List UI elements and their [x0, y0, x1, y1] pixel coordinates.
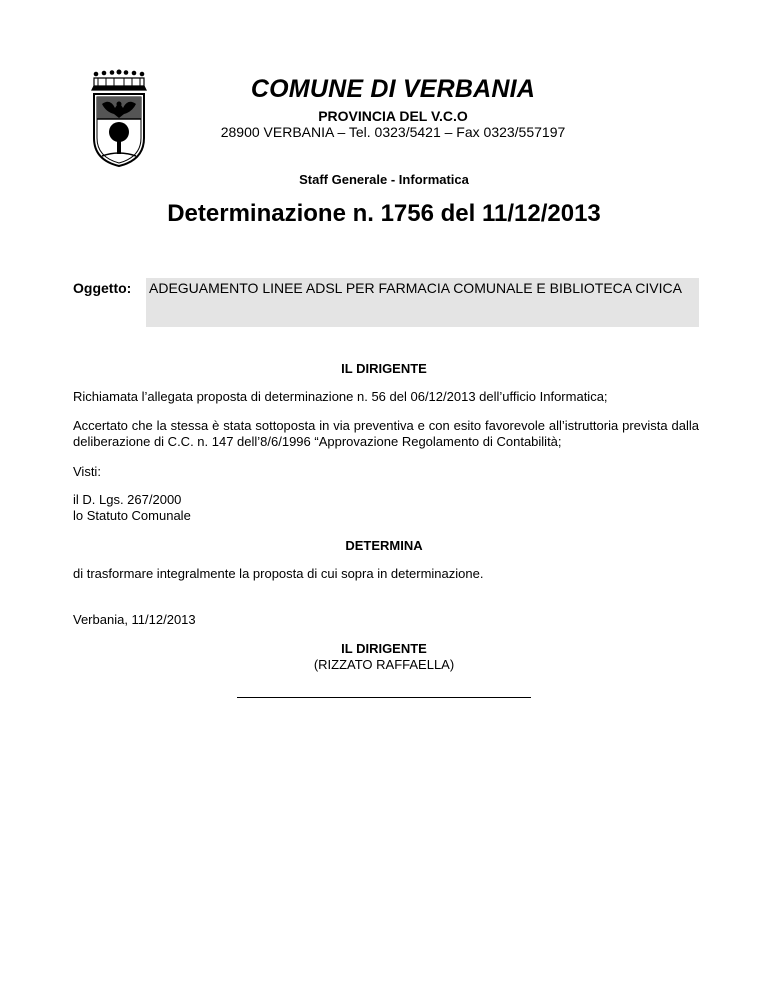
signature-name: (RIZZATO RAFFAELLA) [313, 657, 455, 672]
determination-title: Determinazione n. 1756 del 11/12/2013 [167, 200, 601, 227]
place-date: Verbania, 11/12/2013 [73, 612, 196, 627]
signature-line [237, 697, 531, 698]
paragraph-accertato: Accertato che la stessa è stata sottoposta in via preventiva e con esito favorevole all’istruttoria prevista dalla deliberazione di C.C. n. 147 dell’8/6/1996 “Approvazione Regolamento di Contabilità; [73, 418, 699, 449]
heading-determina: DETERMINA [345, 538, 423, 553]
paragraph-trasformare: di trasformare integralmente la proposta di cui sopra in determinazione. [73, 566, 484, 581]
heading-il-dirigente: IL DIRIGENTE [341, 361, 427, 376]
reference-statuto: lo Statuto Comunale [73, 508, 191, 523]
comune-title: COMUNE DI VERBANIA [250, 75, 536, 103]
address-line: 28900 VERBANIA – Tel. 0323/5421 – Fax 0323/557197 [220, 124, 566, 140]
department-line: Staff Generale - Informatica [299, 172, 469, 187]
signature-role: IL DIRIGENTE [341, 641, 427, 656]
reference-dlgs: il D. Lgs. 267/2000 [73, 492, 182, 507]
oggetto-text: ADEGUAMENTO LINEE ADSL PER FARMACIA COMUNALE E BIBLIOTECA CIVICA [146, 278, 699, 327]
oggetto-label: Oggetto: [73, 280, 132, 296]
provincia-line: PROVINCIA DEL V.C.O [318, 108, 468, 124]
paragraph-richiamata: Richiamata l’allegata proposta di determinazione n. 56 del 06/12/2013 dell’ufficio Informatica; [73, 389, 608, 404]
paragraph-visti: Visti: [73, 464, 101, 479]
